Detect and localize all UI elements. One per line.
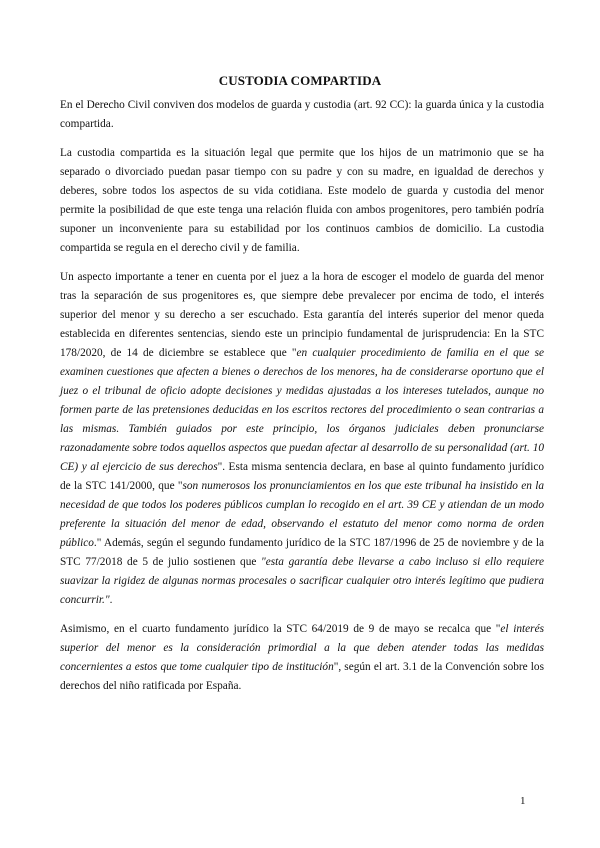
document-body <box>60 96 544 706</box>
jurisprudence-text-3: ." Además, según el segundo fundamento jurídico de la STC 187/1996 de 25 de noviembre y de la STC 77/2018 de 5 de julio sostienen que <box>60 537 544 568</box>
convention-text-2: ", según el art. 3.1 de la Convención sobre los derechos del niño ratificada por España. <box>60 661 544 692</box>
jurisprudence-text-1: Un aspecto importante a tener en cuenta por el juez a la hora de escoger el modelo de guarda del menor tras la separación de sus progenitores es, que siempre debe prevalecer por encima de todo, el interés superior del menor y su derecho a ser escuchado. Esta garantía del interés superior del menor queda establecida en diferentes sentencias, siendo este un principio fundamental de jurisprudencia: En la STC 178/2020, de 14 de diciembre se establece que " <box>60 271 544 359</box>
page-number: 1 <box>520 795 526 807</box>
document-title: CUSTODIA COMPARTIDA <box>218 73 382 88</box>
quote-stc-141-2000: son numerosos los pronunciamientos en los que este tribunal ha insistido en la necesidad de que todos los poderes públicos cumplan lo recogido en el art. 39 CE y atiendan de un modo preferente la situación del menor de edad, observando el estatuto del menor como norma de orden público <box>60 480 544 549</box>
paragraph-convention <box>60 620 544 696</box>
quote-stc-178-2020: en cualquier procedimiento de familia en el que se examinen cuestiones que afecten a bienes o derechos de los menores, ha de considerarse oportuno que el juez o el tribunal de oficio adopte decisiones y medidas ajustadas a los intereses tutelados, aunque no formen parte de las pretensiones deducidas en los escritos rectores del procedimiento o sean contrarias a las mismas. También guiados por este principio, los órganos judiciales deben pronunciarse razonadamente sobre todos aquellos aspectos que puedan afectar al desarrollo de su personalidad (art. 10 CE) y al ejercicio de sus derechos <box>60 347 544 473</box>
jurisprudence-text-4: . <box>109 594 113 606</box>
paragraph-jurisprudence <box>60 268 544 610</box>
paragraph-definition: La custodia compartida es la situación legal que permite que los hijos de un matrimonio que se ha separado o divorciado puedan pasar tiempo con su padre y con su madre, en igualdad de derechos y deberes, sobre todos los aspectos de su vida cotidiana. Este modelo de guarda y custodia del menor permite la posibilidad de que este tenga una relación fluida con ambos progenitores, pero también podría suponer un inconveniente para su estabilidad por los continuos cambios de domicilio. La custodia compartida se regula en el derecho civil y de familia. <box>60 147 544 254</box>
paragraph-intro: En el Derecho Civil conviven dos modelos de guarda y custodia (art. 92 CC): la guarda única y la custodia compartida. <box>60 99 544 130</box>
convention-text-1: Asimismo, en el cuarto fundamento jurídico la STC 64/2019 de 9 de mayo se recalca que " <box>60 623 501 635</box>
jurisprudence-text-2: ". Esta misma sentencia declara, en base al quinto fundamento jurídico de la STC 141/2000, que " <box>60 461 544 492</box>
quote-stc-187-1996: "esta garantía debe llevarse a cabo incluso si ello requiere suavizar la rigidez de algunas normas procesales o sacrificar cualquier otro interés legítimo que pudiera concurrir." <box>60 556 544 606</box>
quote-stc-64-2019: el interés superior del menor es la consideración primordial a la que deben atender todas las medidas concernientes a estos que tome cualquier tipo de institución <box>60 623 544 673</box>
